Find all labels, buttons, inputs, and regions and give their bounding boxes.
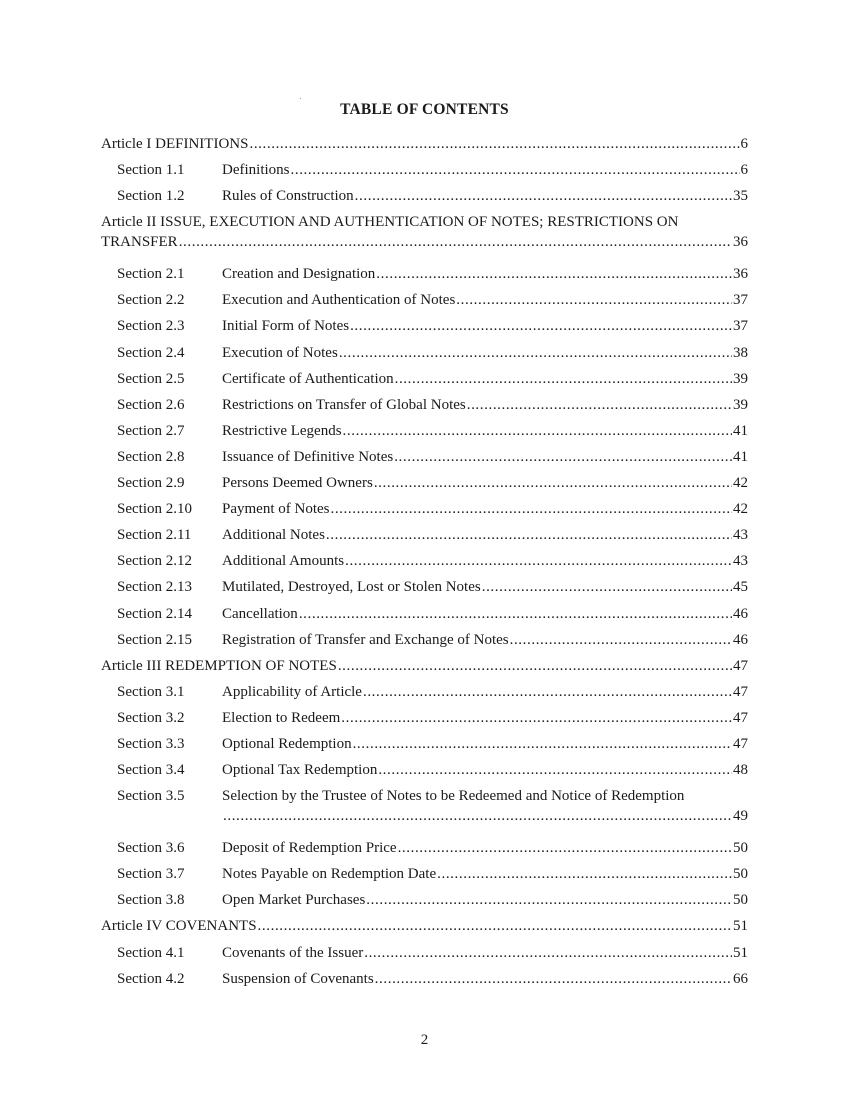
section-title: Execution of Notes bbox=[222, 344, 338, 361]
dot-leader bbox=[326, 526, 732, 544]
toc-section-3-7[interactable] bbox=[101, 865, 748, 891]
section-number: Section 3.2 bbox=[117, 709, 185, 726]
section-number: Section 2.13 bbox=[117, 579, 192, 596]
toc-section-2-5[interactable] bbox=[101, 370, 748, 396]
dot-leader bbox=[291, 161, 740, 179]
toc-section-3-4[interactable] bbox=[101, 761, 748, 787]
section-title: Additional Amounts bbox=[222, 553, 345, 570]
section-title: Applicability of Article bbox=[222, 683, 362, 700]
section-title: Restrictive Legends bbox=[222, 422, 342, 439]
page-ref: 39 bbox=[733, 396, 748, 413]
section-title: Initial Form of Notes bbox=[222, 318, 350, 335]
page-ref: 39 bbox=[733, 370, 748, 387]
page-ref: 51 bbox=[733, 944, 748, 961]
dot-leader bbox=[345, 552, 732, 570]
section-number: Section 3.6 bbox=[117, 840, 185, 857]
page-ref: 38 bbox=[733, 344, 748, 361]
toc-section-4-1[interactable] bbox=[101, 944, 748, 970]
dot-leader bbox=[366, 891, 732, 909]
page-ref: 47 bbox=[733, 735, 748, 752]
page-ref: 50 bbox=[733, 866, 748, 883]
section-title: Deposit of Redemption Price bbox=[222, 840, 397, 857]
toc-section-2-9[interactable] bbox=[101, 474, 748, 500]
dot-leader bbox=[437, 865, 732, 883]
toc-section-2-13[interactable] bbox=[101, 578, 748, 604]
page-ref: 66 bbox=[733, 970, 748, 987]
toc-section-2-2[interactable] bbox=[101, 291, 748, 317]
dot-leader bbox=[395, 370, 732, 388]
article-label: Article IV COVENANTS bbox=[101, 918, 257, 935]
section-title: Execution and Authentication of Notes bbox=[222, 292, 456, 309]
toc-section-2-15[interactable] bbox=[101, 631, 748, 657]
section-title: Additional Notes bbox=[222, 527, 325, 544]
toc-article-3[interactable] bbox=[101, 657, 748, 683]
page-ref: 37 bbox=[733, 292, 748, 309]
section-number: Section 2.4 bbox=[117, 344, 185, 361]
section-number: Section 2.3 bbox=[117, 318, 185, 335]
page-ref: 46 bbox=[733, 631, 748, 648]
toc-section-2-7[interactable] bbox=[101, 422, 748, 448]
page-ref: 6 bbox=[740, 162, 748, 179]
section-number: Section 2.14 bbox=[117, 605, 192, 622]
page-ref: 35 bbox=[733, 188, 748, 205]
toc-section-2-3[interactable] bbox=[101, 317, 748, 343]
section-number: Section 4.1 bbox=[117, 944, 185, 961]
page-ref: 43 bbox=[733, 553, 748, 570]
section-title: Creation and Designation bbox=[222, 266, 376, 283]
toc-section-2-14[interactable] bbox=[101, 605, 748, 631]
section-number: Section 2.10 bbox=[117, 501, 192, 518]
toc-section-2-10[interactable] bbox=[101, 500, 748, 526]
toc-section-3-5[interactable] bbox=[101, 787, 748, 839]
page-ref: 47 bbox=[733, 657, 748, 674]
section-number: Section 2.5 bbox=[117, 370, 185, 387]
toc-section-3-8[interactable] bbox=[101, 891, 748, 917]
dot-leader bbox=[398, 839, 732, 857]
dot-leader bbox=[355, 187, 732, 205]
dot-leader bbox=[376, 265, 732, 283]
page-ref: 41 bbox=[733, 448, 748, 465]
section-number: Section 3.7 bbox=[117, 866, 185, 883]
section-number: Section 2.11 bbox=[117, 527, 192, 544]
section-title: Open Market Purchases bbox=[222, 892, 366, 909]
page-ref: 51 bbox=[733, 918, 748, 935]
dot-leader bbox=[394, 448, 732, 466]
section-number: Section 1.2 bbox=[117, 188, 185, 205]
section-number: Section 2.12 bbox=[117, 553, 192, 570]
section-title: Issuance of Definitive Notes bbox=[222, 448, 394, 465]
page-ref: 45 bbox=[733, 579, 748, 596]
section-title: Restrictions on Transfer of Global Notes bbox=[222, 396, 466, 413]
dot-leader bbox=[378, 761, 732, 779]
page-ref: 47 bbox=[733, 683, 748, 700]
section-number: Section 2.2 bbox=[117, 292, 185, 309]
toc-section-2-11[interactable] bbox=[101, 526, 748, 552]
section-number: Section 3.4 bbox=[117, 762, 185, 779]
toc-article-1[interactable] bbox=[101, 135, 748, 161]
section-title: Payment of Notes bbox=[222, 501, 330, 518]
dot-leader bbox=[341, 709, 732, 727]
page-ref: 46 bbox=[733, 605, 748, 622]
section-title: Rules of Construction bbox=[222, 188, 354, 205]
page-number: 2 bbox=[420, 1032, 429, 1048]
page-ref: 6 bbox=[740, 136, 748, 152]
dot-leader bbox=[330, 500, 732, 518]
dot-leader bbox=[364, 944, 732, 962]
dot-leader bbox=[179, 233, 732, 251]
toc-section-2-12[interactable] bbox=[101, 552, 748, 578]
section-title: Notes Payable on Redemption Date bbox=[222, 866, 437, 883]
section-number: Section 4.2 bbox=[117, 970, 185, 987]
dot-leader bbox=[482, 578, 732, 596]
section-number: Section 1.1 bbox=[117, 162, 185, 179]
toc-article-2[interactable] bbox=[101, 213, 748, 265]
section-title: Covenants of the Issuer bbox=[222, 944, 364, 961]
page-ref: 37 bbox=[733, 318, 748, 335]
section-title: Registration of Transfer and Exchange of Notes bbox=[222, 631, 509, 648]
section-title: Mutilated, Destroyed, Lost or Stolen Notes bbox=[222, 579, 481, 596]
page-ref: 47 bbox=[733, 709, 748, 726]
section-title: Definitions bbox=[222, 162, 290, 179]
toc-section-1-1[interactable] bbox=[101, 161, 748, 187]
page-ref: 42 bbox=[733, 501, 748, 518]
dot-leader bbox=[456, 291, 732, 309]
section-number: Section 3.8 bbox=[117, 892, 185, 909]
section-title: Selection by the Trustee of Notes to be Redeemed and Notice of Redemption bbox=[222, 788, 685, 805]
section-title: Cancellation bbox=[222, 605, 298, 622]
section-number: Section 3.5 bbox=[117, 788, 185, 805]
dot-leader bbox=[375, 970, 732, 988]
dot-leader bbox=[249, 135, 739, 153]
table-of-contents bbox=[101, 135, 748, 996]
section-title: Suspension of Covenants bbox=[222, 970, 374, 987]
toc-section-3-1[interactable] bbox=[101, 683, 748, 709]
page-ref: 50 bbox=[733, 892, 748, 909]
toc-section-3-2[interactable] bbox=[101, 709, 748, 735]
page-ref: 42 bbox=[733, 475, 748, 492]
section-title: Optional Redemption bbox=[222, 735, 352, 752]
page-ref: 36 bbox=[733, 234, 748, 251]
section-number: Section 3.3 bbox=[117, 735, 185, 752]
toc-section-2-8[interactable] bbox=[101, 448, 748, 474]
article-label-line2: TRANSFER bbox=[101, 234, 178, 251]
toc-section-1-2[interactable] bbox=[101, 187, 748, 213]
toc-section-3-3[interactable] bbox=[101, 735, 748, 761]
article-label: Article III REDEMPTION OF NOTES bbox=[101, 657, 337, 674]
toc-heading: TABLE OF CONTENTS bbox=[340, 101, 509, 118]
dot-leader bbox=[343, 422, 732, 440]
section-number: Section 3.1 bbox=[117, 683, 185, 700]
dot-leader bbox=[258, 917, 732, 935]
dot-leader bbox=[467, 396, 732, 414]
article-label: Article I DEFINITIONS bbox=[101, 136, 249, 152]
section-number: Section 2.1 bbox=[117, 266, 185, 283]
section-number: Section 2.6 bbox=[117, 396, 185, 413]
page-ref: 36 bbox=[733, 266, 748, 283]
page-ref: 43 bbox=[733, 527, 748, 544]
section-number: Section 2.7 bbox=[117, 422, 185, 439]
page-ref: 48 bbox=[733, 762, 748, 779]
page-ref: 49 bbox=[733, 808, 748, 825]
section-title: Persons Deemed Owners bbox=[222, 475, 373, 492]
page-ref: 50 bbox=[733, 840, 748, 857]
section-number: Section 2.15 bbox=[117, 631, 192, 648]
toc-section-2-6[interactable] bbox=[101, 396, 748, 422]
toc-section-4-2[interactable] bbox=[101, 970, 748, 996]
section-number: Section 2.9 bbox=[117, 475, 185, 492]
dot-leader bbox=[374, 474, 732, 492]
section-title: Certificate of Authentication bbox=[222, 370, 394, 387]
section-title: Optional Tax Redemption bbox=[222, 762, 378, 779]
dot-leader bbox=[510, 631, 732, 649]
stray-mark bbox=[300, 98, 301, 99]
toc-section-2-1[interactable] bbox=[101, 265, 748, 291]
toc-article-4[interactable] bbox=[101, 917, 748, 943]
section-title: Election to Redeem bbox=[222, 709, 341, 726]
page-ref: 41 bbox=[733, 422, 748, 439]
toc-section-2-4[interactable] bbox=[101, 344, 748, 370]
toc-section-3-6[interactable] bbox=[101, 839, 748, 865]
dot-leader bbox=[339, 344, 732, 362]
article-label-line1: Article II ISSUE, EXECUTION AND AUTHENTICATION OF NOTES; RESTRICTIONS ON bbox=[101, 214, 679, 231]
dot-leader bbox=[350, 317, 732, 335]
section-number: Section 2.8 bbox=[117, 448, 185, 465]
dot-leader bbox=[299, 605, 732, 623]
dot-leader bbox=[353, 735, 732, 753]
dot-leader bbox=[363, 683, 732, 701]
dot-leader bbox=[338, 657, 732, 675]
dot-leader bbox=[223, 807, 732, 825]
